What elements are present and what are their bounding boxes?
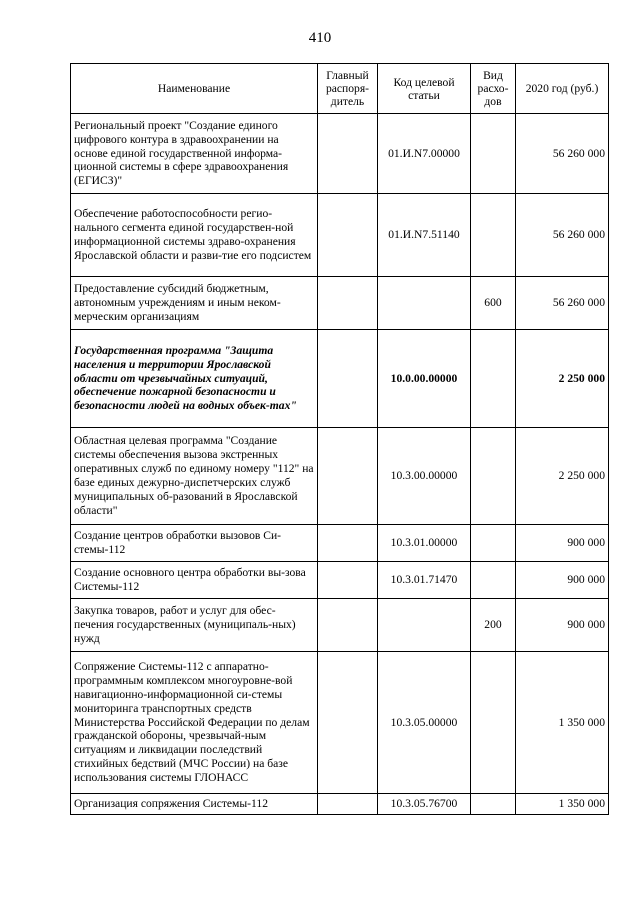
- table-row: [71, 114, 609, 194]
- row-manager: [318, 525, 378, 562]
- row-name: Региональный проект "Создание единого цифрового контура в здравоохранении на основе единой государственной информа-ционной системы в сфере здравоохранения (ЕГИСЗ)": [71, 114, 318, 194]
- row-manager: [318, 330, 378, 428]
- header-name: Наименование: [71, 64, 318, 114]
- table-row: [71, 194, 609, 277]
- row-type: [471, 525, 516, 562]
- row-name: Создание основного центра обработки вы-зова Системы-112: [71, 562, 318, 599]
- row-manager: [318, 428, 378, 525]
- row-manager: [318, 652, 378, 794]
- row-code: [378, 599, 471, 652]
- header-main-manager: Главный распоря-дитель: [318, 64, 378, 114]
- table-row: [71, 277, 609, 330]
- row-amount: 1 350 000: [516, 794, 609, 815]
- row-amount: 56 260 000: [516, 194, 609, 277]
- row-amount: 2 250 000: [516, 330, 609, 428]
- row-name: Сопряжение Системы-112 с аппаратно-программным комплексом многоуровне-вой навигационно-информационной си-стемы мониторинга транспортных средств Министерства Российской Федерации по делам гражданской обороны, чрезвычай-ным ситуациям и ликвидации последствий стихийных бедствий (МЧС России) на базе использования системы ГЛОНАСС: [71, 652, 318, 794]
- row-amount: 900 000: [516, 562, 609, 599]
- table-row: [71, 428, 609, 525]
- row-name: Государственная программа "Защита населения и территории Ярославской области от чрезвычайных ситуаций, обеспечение пожарной безопасности и безопасности людей на водных объек-тах": [71, 330, 318, 428]
- row-code: 10.0.00.00000: [378, 330, 471, 428]
- row-name: Предоставление субсидий бюджетным, автономным учреждениям и иным неком-мерческим организациям: [71, 277, 318, 330]
- row-manager: [318, 277, 378, 330]
- row-manager: [318, 194, 378, 277]
- row-manager: [318, 114, 378, 194]
- table-row: [71, 525, 609, 562]
- row-code: 10.3.00.00000: [378, 428, 471, 525]
- row-code: 01.И.N7.00000: [378, 114, 471, 194]
- row-type: [471, 562, 516, 599]
- row-amount: 900 000: [516, 525, 609, 562]
- budget-table: [70, 63, 609, 815]
- row-code: 10.3.05.00000: [378, 652, 471, 794]
- row-amount: 2 250 000: [516, 428, 609, 525]
- header-expense-type: Вид расхо-дов: [471, 64, 516, 114]
- row-type: [471, 428, 516, 525]
- row-code: 10.3.05.76700: [378, 794, 471, 815]
- row-name: Обеспечение работоспособности регио-нального сегмента единой государствен-ной информационной системы здраво-охранения Ярославской области и разви-тие его подсистем: [71, 194, 318, 277]
- row-code: 10.3.01.71470: [378, 562, 471, 599]
- row-name: Областная целевая программа "Создание системы обеспечения вызова экстренных оперативных служб по единому номеру "112" на базе единых дежурно-диспетчерских служб муниципальных об-разований в Ярославской области": [71, 428, 318, 525]
- row-type: [471, 114, 516, 194]
- table-row: [71, 652, 609, 794]
- row-name: Создание центров обработки вызовов Си-стемы-112: [71, 525, 318, 562]
- row-name: Закупка товаров, работ и услуг для обес-печения государственных (муниципаль-ных) нужд: [71, 599, 318, 652]
- row-type: [471, 194, 516, 277]
- table-row: [71, 599, 609, 652]
- row-amount: 56 260 000: [516, 277, 609, 330]
- header-year: 2020 год (руб.): [516, 64, 609, 114]
- row-type: 200: [471, 599, 516, 652]
- row-name: Организация сопряжения Системы-112: [71, 794, 318, 815]
- row-type: [471, 794, 516, 815]
- header-target-code: Код целевой статьи: [378, 64, 471, 114]
- table-row: [71, 330, 609, 428]
- row-code: [378, 277, 471, 330]
- row-manager: [318, 562, 378, 599]
- row-manager: [318, 794, 378, 815]
- row-type: [471, 652, 516, 794]
- table-header-row: [71, 64, 609, 114]
- row-code: 01.И.N7.51140: [378, 194, 471, 277]
- row-amount: 56 260 000: [516, 114, 609, 194]
- row-type: 600: [471, 277, 516, 330]
- row-code: 10.3.01.00000: [378, 525, 471, 562]
- row-type: [471, 330, 516, 428]
- table-row: [71, 794, 609, 815]
- page-number: 410: [308, 30, 332, 46]
- table-row: [71, 562, 609, 599]
- row-manager: [318, 599, 378, 652]
- row-amount: 900 000: [516, 599, 609, 652]
- row-amount: 1 350 000: [516, 652, 609, 794]
